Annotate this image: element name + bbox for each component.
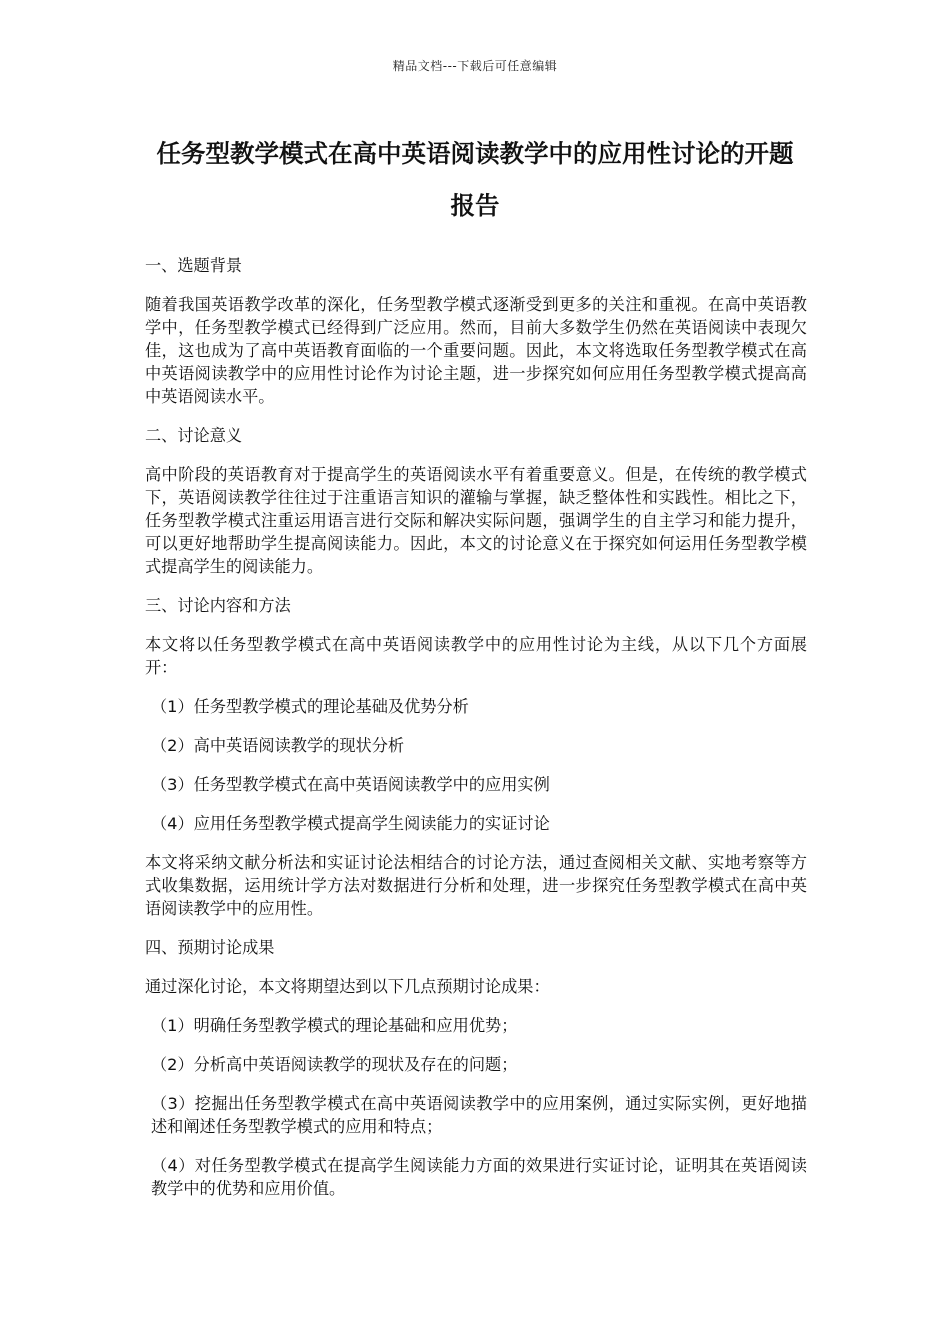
list-item: （4）对任务型教学模式在提高学生阅读能力方面的效果进行实证讨论，证明其在英语阅读教学中的优势和应用价值。 [151, 1156, 807, 1198]
document-title: 任务型教学模式在高中英语阅读教学中的应用性讨论的开题报告 [156, 139, 794, 220]
list-item: （4）应用任务型教学模式提高学生阅读能力的实证讨论 [151, 814, 550, 833]
section-heading-expected-results: 四、预期讨论成果 [145, 938, 275, 957]
list-item: （1）任务型教学模式的理论基础及优势分析 [151, 697, 469, 716]
list-item: （3）任务型教学模式在高中英语阅读教学中的应用实例 [151, 775, 550, 794]
list-item: （2）高中英语阅读教学的现状分析 [151, 736, 405, 755]
section-intro: 通过深化讨论，本文将期望达到以下几点预期讨论成果： [145, 977, 550, 996]
section-paragraph: 随着我国英语教学改革的深化，任务型教学模式逐渐受到更多的关注和重视。在高中英语教学中，任务型教学模式已经得到广泛应用。然而，目前大多数学生仍然在英语阅读中表现欠佳，这也成为了高中英语教育面临的一个重要问题。因此，本文将选取任务型教学模式在高中英语阅读教学中的应用性讨论作为讨论主题，进一步探究如何应用任务型教学模式提高高中英语阅读水平。 [145, 295, 807, 406]
list-item: （1）明确任务型教学模式的理论基础和应用优势； [151, 1016, 518, 1035]
section-heading-background: 一、选题背景 [145, 256, 243, 275]
section-paragraph: 高中阶段的英语教育对于提高学生的英语阅读水平有着重要意义。但是，在传统的教学模式下，英语阅读教学往往过于注重语言知识的灌输与掌握，缺乏整体性和实践性。相比之下，任务型教学模式注重运用语言进行交际和解决实际问题，强调学生的自主学习和能力提升，可以更好地帮助学生提高阅读能力。因此，本文的讨论意义在于探究如何运用任务型教学模式提高学生的阅读能力。 [145, 465, 807, 576]
header-note: 精品文档---下载后可任意编辑 [392, 59, 558, 73]
list-item: （2）分析高中英语阅读教学的现状及存在的问题； [151, 1055, 518, 1074]
section-intro: 本文将以任务型教学模式在高中英语阅读教学中的应用性讨论为主线，从以下几个方面展开： [145, 635, 807, 677]
section-heading-significance: 二、讨论意义 [145, 426, 243, 445]
list-item: （3）挖掘出任务型教学模式在高中英语阅读教学中的应用案例，通过实际实例，更好地描述和阐述任务型教学模式的应用和特点； [151, 1094, 807, 1136]
document-body [145, 254, 807, 1216]
section-closing: 本文将采纳文献分析法和实证讨论法相结合的讨论方法，通过查阅相关文献、实地考察等方式收集数据，运用统计学方法对数据进行分析和处理，进一步探究任务型教学模式在高中英语阅读教学中的应用性。 [145, 853, 807, 918]
section-heading-content-methods: 三、讨论内容和方法 [145, 596, 291, 615]
